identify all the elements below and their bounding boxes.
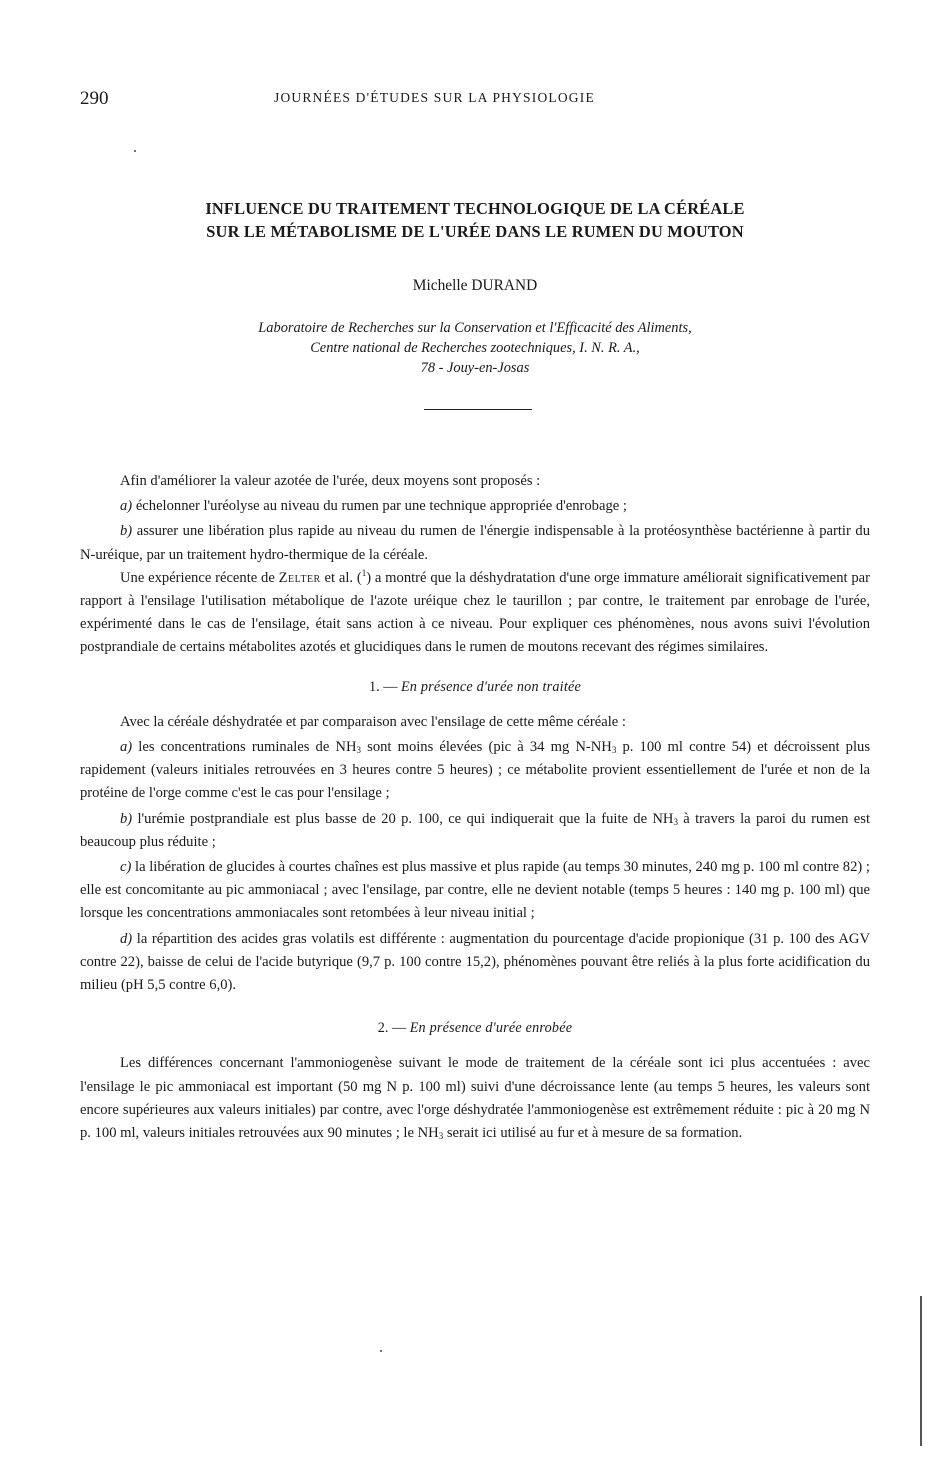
author-name: Michelle DURAND xyxy=(412,277,538,294)
section-number: 2. — xyxy=(377,1020,407,1037)
section-number: 1. — xyxy=(369,678,398,695)
section-title: En présence d'urée non traitée xyxy=(400,678,581,695)
scan-edge-line xyxy=(920,1296,922,1446)
item-label: a) xyxy=(120,498,133,515)
article-title xyxy=(80,197,870,243)
running-head xyxy=(80,88,870,110)
section-1-item-d: d) la répartition des acides gras volatils est différente : augmentation du pourcentage d'acide propionique (31 p. 100 des AGV contre 22), baisse de celui de l'acide butyrique (9,7 p. 100 contre 15,2), phénomènes pouvant être reliés à la plus forte acidification du milieu (pH 5,5 contre 6,0). xyxy=(80,930,870,994)
item-label: b) xyxy=(120,523,133,540)
intro-item-b xyxy=(80,520,870,566)
affiliation-line-3: 78 - Jouy-en-Josas xyxy=(420,360,530,376)
title-line-1: INFLUENCE DU TRAITEMENT TECHNOLOGIQUE DE LA CÉRÉALE xyxy=(205,199,745,218)
affiliation xyxy=(80,318,870,378)
intro-item-a xyxy=(80,495,870,518)
article-body xyxy=(80,470,870,1145)
title-line-2: SUR LE MÉTABOLISME DE L'URÉE DANS LE RUMEN DU MOUTON xyxy=(206,222,744,241)
affiliation-line-2: Centre national de Recherches zootechniques, I. N. R. A., xyxy=(310,340,640,356)
section-2-paragraph: Les différences concernant l'ammoniogenèse suivant le mode de traitement de la céréale sont ici plus accentuées : avec l'ensilage le pic ammoniacal est important (50 mg N p. 100 ml) suivi d'une décroissance lente (au temps 5 heures, les valeurs sont encore supérieures aux valeurs initiales) par contre, avec l'orge déshydratée l'ammoniogenèse est extrêmement réduite : pic à 20 mg N p. 100 ml, valeurs initiales retrouvées aux 90 minutes ; le $NH_3$ serait ici utilisé au fur et à mesure de sa formation. xyxy=(80,1055,870,1142)
section-1-item-b: b) l'urémie postprandiale est plus basse de 20 p. 100, ce qui indiquerait que la fuite de $NH_3$ à travers la paroi du rumen est beaucoup plus réduite ; xyxy=(80,810,870,850)
intro-paragraph: Afin d'améliorer la valeur azotée de l'urée, deux moyens sont proposés : xyxy=(120,473,541,489)
section-1-heading xyxy=(80,676,870,699)
item-text: échelonner l'uréolyse au niveau du rumen par une technique appropriée d'enrobage ; xyxy=(132,498,627,515)
section-title: En présence d'urée enrobée xyxy=(409,1020,573,1037)
section-1-item-c: c) la libération de glucides à courtes chaînes est plus massive et plus rapide (au temps 30 minutes, 240 mg p. 100 ml contre 82) ; elle est concomitante au pic ammoniacal ; avec l'ensilage, par contre, elle ne devient notable (temps 5 heures : 140 mg p. 100 ml) que lorsque les concentrations ammoniacales sont retombées à leur niveau initial ; xyxy=(80,859,870,922)
intro-context-paragraph: Une expérience récente de Zelter et al. ($^1$) a montré que la déshydratation d'une orge immature améliorait significativement par rapport à l'ensilage l'utilisation métabolique de l'azote uréique chez le taurillon ; par contre, le traitement par enrobage de l'urée, expérimenté dans le cas de l'ensilage, était sans action à ce niveau. Pour expliquer ces phénomènes, nous avons suivi l'évolution postprandiale de certains métabolites azotés et glucidiques dans le rumen de moutons recevant des régimes similaires. xyxy=(80,567,870,656)
page-number: 290 xyxy=(80,88,109,109)
reference-marker: 1 xyxy=(361,567,367,578)
section-1-item-a: a) les concentrations ruminales de $NH_3$ sont moins élevées (pic à 34 mg $N-NH_3$ p. 100 ml contre 54) et décroissent plus rapidement (valeurs initiales retrouvées en 3 heures contre 5 heures) ; ce métabolite provient essentiellement de l'urée et non de la protéine de l'orge comme c'est le cas pour l'ensilage ; xyxy=(80,739,871,802)
item-text: assurer une libération plus rapide au niveau du rumen de l'énergie indispensable à la protéosynthèse bactérienne à partir du N-uréique, par un traitement hydro-thermique de la céréale. xyxy=(80,523,870,563)
section-2-heading xyxy=(80,1017,870,1040)
journal-title: JOURNÉES D'ÉTUDES SUR LA PHYSIOLOGIE xyxy=(274,90,595,105)
cited-author: Zelter xyxy=(278,569,321,586)
separator-rule xyxy=(424,409,532,410)
section-1-lead: Avec la céréale déshydratée et par comparaison avec l'ensilage de cette même céréale : xyxy=(120,713,626,730)
affiliation-line-1: Laboratoire de Recherches sur la Conservation et l'Efficacité des Aliments, xyxy=(258,320,692,336)
